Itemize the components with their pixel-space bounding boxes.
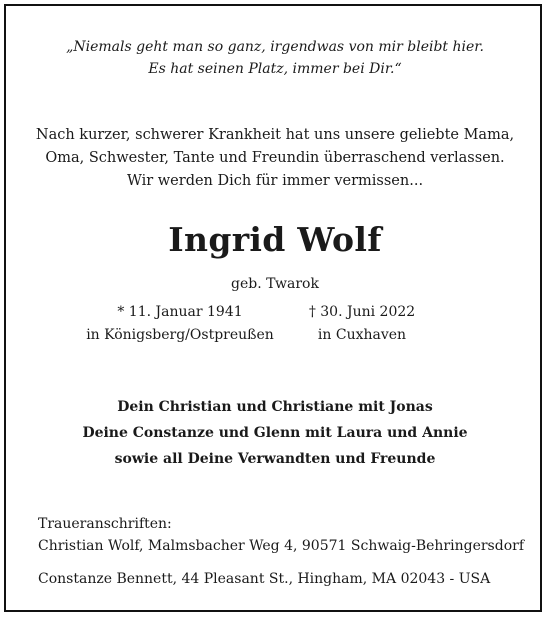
intro-text	[0, 124, 550, 193]
deceased-name: Ingrid Wolf	[168, 220, 382, 259]
death-place: in Cuxhaven	[317, 327, 407, 343]
birth-place: in Königsberg/Ostpreußen	[86, 327, 274, 343]
quote	[0, 36, 550, 80]
intro-line-3: Wir werden Dich für immer vermissen...	[126, 173, 424, 189]
mourner-line: Deine Constanze und Glenn mit Laura und Annie	[82, 425, 468, 441]
intro-line-1: Nach kurzer, schwerer Krankheit hat uns unsere geliebte Mama,	[35, 127, 515, 143]
birth-date: * 11. Januar 1941	[117, 304, 243, 320]
addresses-label: Traueranschriften:	[38, 516, 172, 532]
address-christian: Christian Wolf, Malmsbacher Weg 4, 90571 Schwaig-Behringersdorf	[38, 538, 524, 554]
mourner-line: Dein Christian und Christiane mit Jonas	[117, 399, 433, 415]
mourner-line: sowie all Deine Verwandten und Freunde	[114, 451, 436, 467]
quote-line-1: „Niemals geht man so ganz, irgendwas von mir bleibt hier.	[66, 39, 484, 55]
intro-line-2: Oma, Schwester, Tante und Freundin überraschend verlassen.	[45, 150, 505, 166]
quote-line-2: Es hat seinen Platz, immer bei Dir.“	[148, 61, 402, 77]
born-name: geb. Twarok	[231, 276, 319, 292]
death-date: † 30. Juni 2022	[308, 304, 416, 320]
address-constanze: Constanze Bennett, 44 Pleasant St., Hingham, MA 02043 - USA	[38, 571, 491, 587]
mourners-list	[0, 394, 550, 472]
death-info	[262, 301, 462, 347]
birth-info	[80, 301, 280, 347]
